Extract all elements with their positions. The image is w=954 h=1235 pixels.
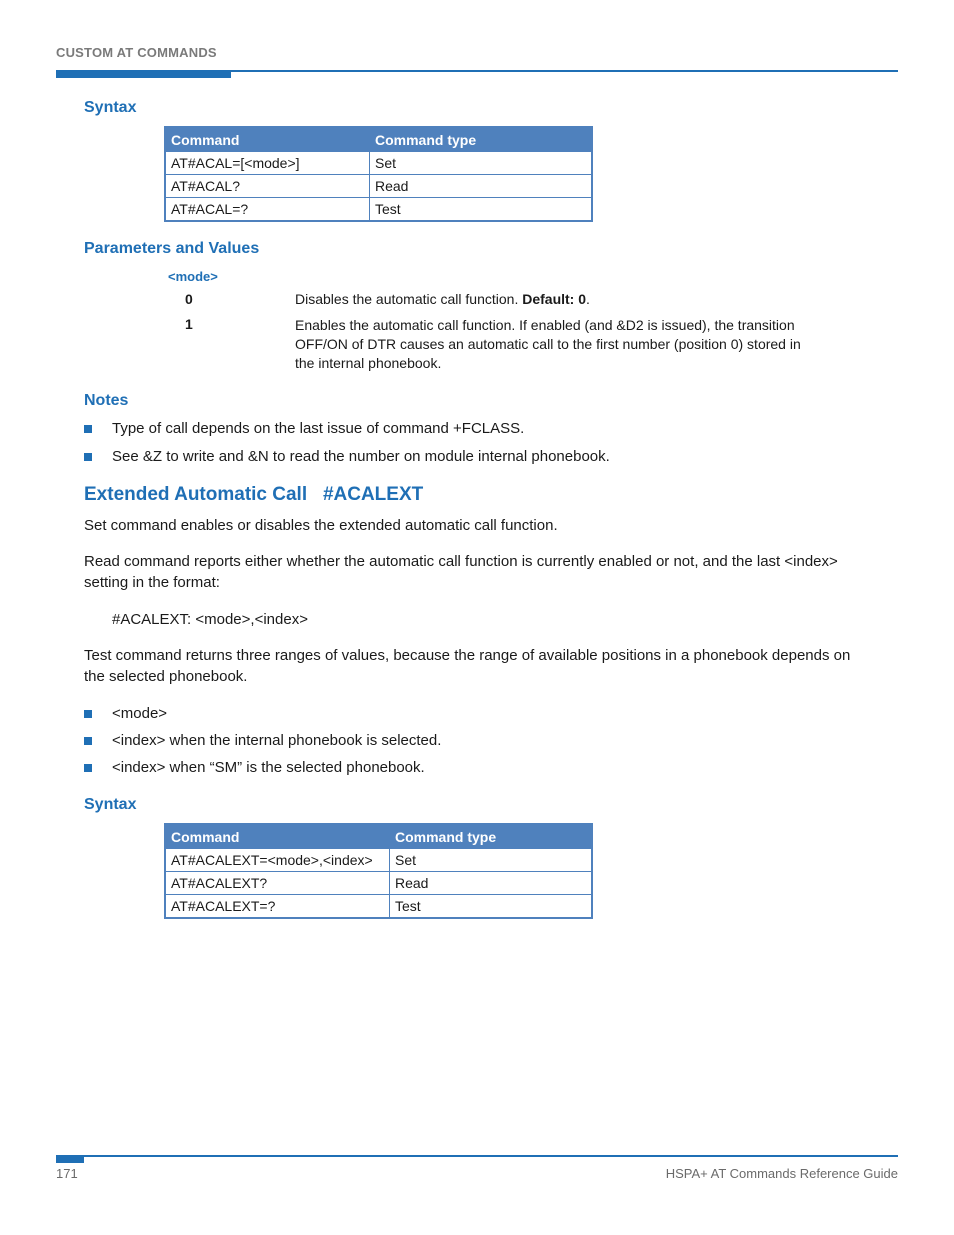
- response-format: #ACALEXT: <mode>,<index>: [112, 611, 308, 628]
- page-number: 171: [56, 1166, 78, 1181]
- table-header-command-type: Command type: [390, 824, 593, 849]
- table-cell-command: AT#ACAL=?: [165, 198, 370, 222]
- table-cell-type: Test: [370, 198, 593, 222]
- section-title: Extended Automatic Call #ACALEXT: [84, 484, 424, 505]
- table-cell-command: AT#ACAL?: [165, 175, 370, 198]
- table-cell-command: AT#ACAL=[<mode>]: [165, 152, 370, 175]
- bullet-square-icon: [84, 710, 92, 718]
- header-accent-bar: [56, 70, 231, 78]
- table-cell-type: Set: [370, 152, 593, 175]
- table-cell-command: AT#ACALEXT=<mode>,<index>: [165, 849, 390, 872]
- table-row: [165, 152, 592, 175]
- acal-syntax-table: [164, 126, 593, 222]
- table-cell-command: AT#ACALEXT=?: [165, 895, 390, 919]
- table-row: [165, 175, 592, 198]
- paragraph-test-command: Test command returns three ranges of values, because the range of available positions in a phonebook depends on the selected phonebook.: [84, 647, 851, 685]
- bullet-square-icon: [84, 737, 92, 745]
- param-value-0: 0: [185, 291, 193, 307]
- param-desc-0: Disables the automatic call function. Default: 0.: [295, 291, 590, 307]
- table-cell-type: Set: [390, 849, 593, 872]
- param-name: <mode>: [168, 269, 218, 284]
- bullet-square-icon: [84, 425, 92, 433]
- running-header: CUSTOM AT COMMANDS: [56, 45, 217, 60]
- notes-heading: Notes: [84, 392, 129, 409]
- paragraph-set-command: Set command enables or disables the extended automatic call function.: [84, 517, 558, 534]
- footer-rule: [56, 1155, 898, 1157]
- table-row: [165, 872, 592, 895]
- table-row: [165, 895, 592, 919]
- default-label: Default: 0: [522, 291, 587, 307]
- table-cell-type: Read: [390, 872, 593, 895]
- footer-doc-title: HSPA+ AT Commands Reference Guide: [665, 1166, 898, 1181]
- paragraph-read-command: Read command reports either whether the automatic call function is currently enabled or not, and the last <index> setting in the format:: [84, 553, 838, 591]
- table-cell-type: Read: [370, 175, 593, 198]
- syntax-heading: Syntax: [84, 796, 137, 813]
- acalext-syntax-table: [164, 823, 593, 919]
- table-header-command: Command: [165, 824, 390, 849]
- syntax-heading: Syntax: [84, 99, 137, 116]
- table-row: [165, 849, 592, 872]
- param-value-1: 1: [185, 316, 193, 332]
- table-header-row: [165, 127, 592, 152]
- table-row: [165, 198, 592, 222]
- param-desc-1: Enables the automatic call function. If enabled (and &D2 is issued), the transition OFF/ON of DTR causes an automatic call to the first number (position 0) stored in the internal phonebook.: [295, 317, 801, 371]
- footer-accent-bar: [56, 1155, 84, 1163]
- bullet-square-icon: [84, 764, 92, 772]
- table-header-command-type: Command type: [370, 127, 593, 152]
- table-header-command: Command: [165, 127, 370, 152]
- parameters-heading: Parameters and Values: [84, 240, 260, 257]
- table-cell-command: AT#ACALEXT?: [165, 872, 390, 895]
- table-cell-type: Test: [390, 895, 593, 919]
- table-header-row: [165, 824, 592, 849]
- bullet-square-icon: [84, 453, 92, 461]
